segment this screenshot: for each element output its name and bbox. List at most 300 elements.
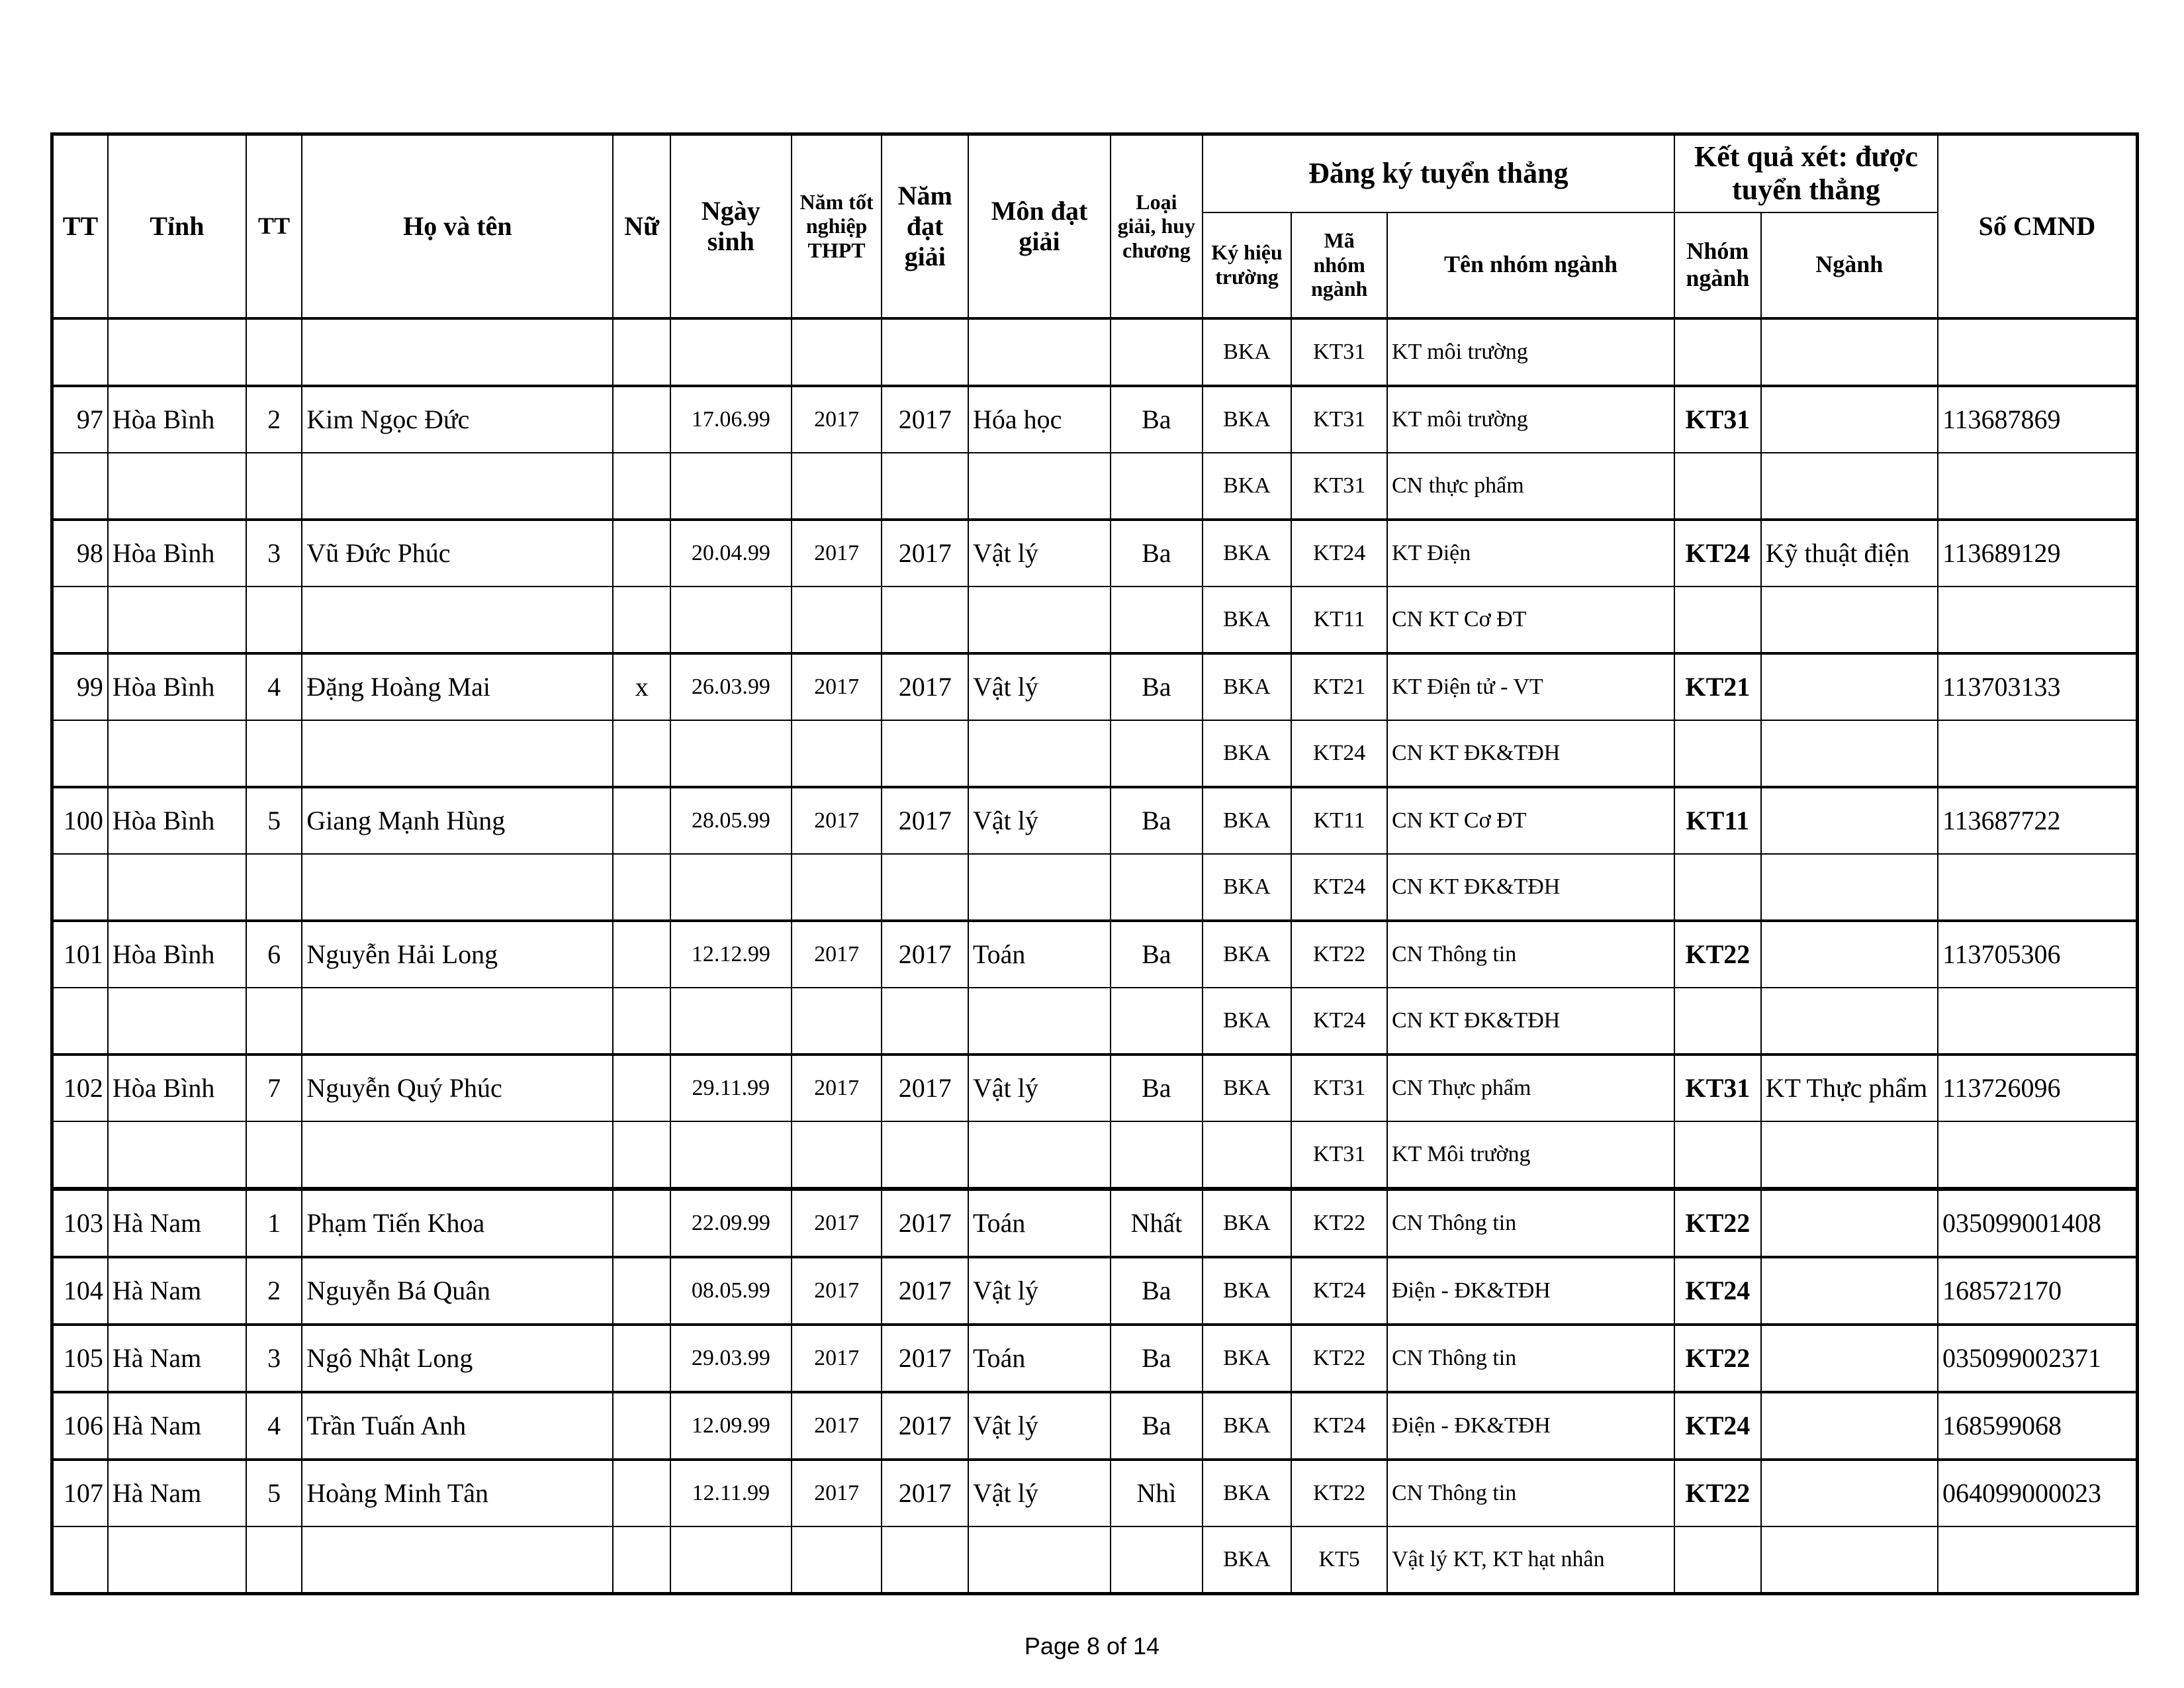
- page-footer: Page 8 of 14: [1024, 1632, 1160, 1660]
- cell-result-major: [1761, 1257, 1938, 1325]
- cell-date-of-birth: 26.03.99: [670, 653, 792, 720]
- cell-school-code: [1203, 1121, 1292, 1189]
- cell-award-level: [1111, 854, 1203, 921]
- cell-result-group: [1674, 1526, 1761, 1594]
- cell-major-group-code: KT22: [1291, 1325, 1387, 1392]
- cell-major-group-name: CN thực phẩm: [1387, 453, 1674, 520]
- cell-tt: 105: [52, 1325, 108, 1392]
- cell-result-group: KT21: [1674, 653, 1761, 720]
- header-ket-qua-xet: Kết quả xét: được tuyển thẳng: [1674, 134, 1938, 212]
- cell-female-mark: [613, 1392, 670, 1460]
- cell-graduation-year: 2017: [792, 1325, 882, 1392]
- cell-province: Hà Nam: [108, 1189, 246, 1257]
- cell-full-name: [302, 988, 613, 1055]
- cell-tt: 101: [52, 921, 108, 988]
- cell-province: [108, 1526, 246, 1594]
- cell-subject: [968, 988, 1111, 1055]
- cell-id-number: 035099001408: [1938, 1189, 2138, 1257]
- cell-award-year: [882, 1526, 968, 1594]
- header-tt: TT: [52, 134, 108, 318]
- cell-subject: Toán: [968, 1189, 1111, 1257]
- cell-date-of-birth: 12.11.99: [670, 1460, 792, 1526]
- cell-graduation-year: 2017: [792, 1189, 882, 1257]
- cell-province: [108, 720, 246, 787]
- cell-result-group: [1674, 453, 1761, 520]
- table-body: [52, 318, 2138, 1594]
- cell-award-level: Ba: [1111, 386, 1203, 453]
- header-dang-ky-tuyen-thang: Đăng ký tuyển thẳng: [1203, 134, 1674, 212]
- cell-tt: [52, 988, 108, 1055]
- cell-award-year: [882, 586, 968, 653]
- cell-id-number: [1938, 1526, 2138, 1594]
- cell-subject: [968, 1526, 1111, 1594]
- cell-graduation-year: 2017: [792, 787, 882, 854]
- cell-result-group: KT22: [1674, 1460, 1761, 1526]
- cell-full-name: Hoàng Minh Tân: [302, 1460, 613, 1526]
- cell-award-level: [1111, 1121, 1203, 1189]
- header-ngay-sinh: Ngày sinh: [670, 134, 792, 318]
- cell-result-major: [1761, 386, 1938, 453]
- cell-date-of-birth: 12.09.99: [670, 1392, 792, 1460]
- cell-date-of-birth: [670, 988, 792, 1055]
- cell-major-group-code: KT22: [1291, 1189, 1387, 1257]
- header-ten-nhom-nganh: Tên nhóm ngành: [1387, 212, 1674, 318]
- cell-result-major: [1761, 1526, 1938, 1594]
- cell-result-group: KT24: [1674, 1257, 1761, 1325]
- cell-school-code: BKA: [1203, 921, 1292, 988]
- cell-full-name: Trần Tuấn Anh: [302, 1392, 613, 1460]
- cell-result-major: [1761, 1460, 1938, 1526]
- cell-province: Hòa Bình: [108, 520, 246, 586]
- cell-school-code: BKA: [1203, 1189, 1292, 1257]
- cell-result-major: [1761, 453, 1938, 520]
- table-subrow: [52, 586, 2138, 653]
- cell-tt: 104: [52, 1257, 108, 1325]
- cell-female-mark: [613, 1526, 670, 1594]
- cell-school-code: BKA: [1203, 318, 1292, 386]
- cell-subject: [968, 720, 1111, 787]
- cell-major-group-name: CN Thực phẩm: [1387, 1055, 1674, 1121]
- cell-award-level: [1111, 318, 1203, 386]
- header-loai-giai: Loại giải, huy chương: [1111, 134, 1203, 318]
- cell-date-of-birth: 12.12.99: [670, 921, 792, 988]
- cell-id-number: [1938, 720, 2138, 787]
- cell-tt-in-province: 5: [246, 787, 302, 854]
- cell-full-name: Nguyễn Quý Phúc: [302, 1055, 613, 1121]
- cell-subject: [968, 453, 1111, 520]
- cell-full-name: [302, 318, 613, 386]
- table-subrow: [52, 720, 2138, 787]
- cell-date-of-birth: [670, 720, 792, 787]
- cell-date-of-birth: 08.05.99: [670, 1257, 792, 1325]
- cell-id-number: [1938, 1121, 2138, 1189]
- cell-graduation-year: 2017: [792, 386, 882, 453]
- cell-province: [108, 586, 246, 653]
- header-ky-hieu-truong: Ký hiệu trường: [1203, 212, 1292, 318]
- cell-date-of-birth: [670, 1526, 792, 1594]
- cell-date-of-birth: 28.05.99: [670, 787, 792, 854]
- cell-graduation-year: 2017: [792, 1460, 882, 1526]
- table-row: [52, 1392, 2138, 1460]
- cell-tt-in-province: 1: [246, 1189, 302, 1257]
- cell-result-group: KT22: [1674, 1325, 1761, 1392]
- cell-major-group-code: KT24: [1291, 988, 1387, 1055]
- cell-date-of-birth: 29.03.99: [670, 1325, 792, 1392]
- cell-subject: Vật lý: [968, 787, 1111, 854]
- cell-major-group-code: KT24: [1291, 1392, 1387, 1460]
- cell-major-group-code: KT31: [1291, 1055, 1387, 1121]
- cell-tt-in-province: [246, 854, 302, 921]
- cell-subject: Vật lý: [968, 520, 1111, 586]
- cell-school-code: BKA: [1203, 787, 1292, 854]
- cell-major-group-name: CN KT ĐK&TĐH: [1387, 854, 1674, 921]
- cell-tt-in-province: 2: [246, 386, 302, 453]
- cell-female-mark: [613, 453, 670, 520]
- cell-major-group-code: KT11: [1291, 787, 1387, 854]
- cell-award-year: [882, 988, 968, 1055]
- cell-school-code: BKA: [1203, 653, 1292, 720]
- header-nam-dat-giai: Năm đạt giải: [882, 134, 968, 318]
- cell-school-code: BKA: [1203, 720, 1292, 787]
- cell-award-year: 2017: [882, 787, 968, 854]
- cell-tt: [52, 1526, 108, 1594]
- cell-award-level: Ba: [1111, 1392, 1203, 1460]
- cell-tt: 107: [52, 1460, 108, 1526]
- cell-graduation-year: 2017: [792, 1055, 882, 1121]
- cell-school-code: BKA: [1203, 453, 1292, 520]
- cell-id-number: 113687869: [1938, 386, 2138, 453]
- table-subrow: [52, 1526, 2138, 1594]
- cell-major-group-code: KT24: [1291, 854, 1387, 921]
- cell-subject: Toán: [968, 1325, 1111, 1392]
- cell-result-group: [1674, 318, 1761, 386]
- cell-result-group: KT22: [1674, 921, 1761, 988]
- cell-result-major: [1761, 318, 1938, 386]
- cell-tt: 99: [52, 653, 108, 720]
- cell-province: Hòa Bình: [108, 787, 246, 854]
- admission-table: [50, 132, 2139, 1595]
- cell-award-year: 2017: [882, 1460, 968, 1526]
- cell-result-major: [1761, 653, 1938, 720]
- cell-award-year: 2017: [882, 1392, 968, 1460]
- header-so-cmnd: Số CMND: [1938, 134, 2138, 318]
- cell-female-mark: [613, 1325, 670, 1392]
- cell-province: Hòa Bình: [108, 653, 246, 720]
- cell-award-level: [1111, 1526, 1203, 1594]
- cell-tt: 100: [52, 787, 108, 854]
- cell-full-name: [302, 1121, 613, 1189]
- cell-female-mark: [613, 1189, 670, 1257]
- cell-tt: [52, 586, 108, 653]
- header-ho-ten: Họ và tên: [302, 134, 613, 318]
- cell-major-group-code: KT24: [1291, 720, 1387, 787]
- cell-female-mark: [613, 586, 670, 653]
- cell-province: [108, 318, 246, 386]
- cell-graduation-year: [792, 318, 882, 386]
- cell-result-major: [1761, 921, 1938, 988]
- cell-id-number: [1938, 318, 2138, 386]
- table-row: [52, 653, 2138, 720]
- cell-school-code: BKA: [1203, 1325, 1292, 1392]
- cell-major-group-code: KT11: [1291, 586, 1387, 653]
- cell-full-name: [302, 586, 613, 653]
- cell-tt-in-province: 4: [246, 653, 302, 720]
- cell-award-level: [1111, 453, 1203, 520]
- cell-major-group-name: KT Môi trường: [1387, 1121, 1674, 1189]
- cell-id-number: [1938, 988, 2138, 1055]
- cell-result-major: [1761, 1325, 1938, 1392]
- cell-result-major: [1761, 854, 1938, 921]
- cell-major-group-name: Điện - ĐK&TĐH: [1387, 1392, 1674, 1460]
- table-subrow: [52, 453, 2138, 520]
- cell-graduation-year: [792, 586, 882, 653]
- cell-graduation-year: [792, 453, 882, 520]
- cell-award-year: [882, 453, 968, 520]
- cell-tt: [52, 318, 108, 386]
- cell-result-group: [1674, 854, 1761, 921]
- cell-major-group-code: KT24: [1291, 1257, 1387, 1325]
- cell-major-group-code: KT31: [1291, 1121, 1387, 1189]
- cell-tt: 103: [52, 1189, 108, 1257]
- cell-major-group-name: CN KT Cơ ĐT: [1387, 586, 1674, 653]
- cell-female-mark: [613, 318, 670, 386]
- cell-female-mark: [613, 854, 670, 921]
- header-ma-nhom-nganh: Mã nhóm ngành: [1291, 212, 1387, 318]
- cell-tt-in-province: 6: [246, 921, 302, 988]
- cell-female-mark: [613, 1257, 670, 1325]
- cell-subject: Vật lý: [968, 653, 1111, 720]
- cell-graduation-year: 2017: [792, 1392, 882, 1460]
- cell-award-level: Ba: [1111, 653, 1203, 720]
- cell-award-level: Ba: [1111, 1257, 1203, 1325]
- table-subrow: [52, 1121, 2138, 1189]
- cell-tt-in-province: [246, 586, 302, 653]
- cell-graduation-year: 2017: [792, 1257, 882, 1325]
- cell-graduation-year: [792, 988, 882, 1055]
- cell-major-group-code: KT22: [1291, 921, 1387, 988]
- cell-graduation-year: [792, 1121, 882, 1189]
- table-subrow: [52, 854, 2138, 921]
- table-header: [52, 134, 2138, 318]
- cell-province: Hòa Bình: [108, 1055, 246, 1121]
- cell-major-group-name: KT Điện tử - VT: [1387, 653, 1674, 720]
- cell-female-mark: [613, 720, 670, 787]
- cell-major-group-name: Điện - ĐK&TĐH: [1387, 1257, 1674, 1325]
- cell-major-group-name: CN Thông tin: [1387, 921, 1674, 988]
- cell-date-of-birth: [670, 318, 792, 386]
- cell-province: Hà Nam: [108, 1325, 246, 1392]
- cell-full-name: Nguyễn Hải Long: [302, 921, 613, 988]
- cell-id-number: 113689129: [1938, 520, 2138, 586]
- cell-id-number: 035099002371: [1938, 1325, 2138, 1392]
- cell-id-number: 113687722: [1938, 787, 2138, 854]
- cell-award-level: Ba: [1111, 921, 1203, 988]
- cell-result-major: [1761, 1121, 1938, 1189]
- cell-full-name: [302, 1526, 613, 1594]
- cell-result-major: [1761, 1189, 1938, 1257]
- cell-result-group: KT22: [1674, 1189, 1761, 1257]
- cell-result-group: [1674, 1121, 1761, 1189]
- cell-tt: [52, 453, 108, 520]
- cell-major-group-code: KT21: [1291, 653, 1387, 720]
- cell-full-name: [302, 854, 613, 921]
- cell-tt-in-province: [246, 1121, 302, 1189]
- cell-major-group-code: KT5: [1291, 1526, 1387, 1594]
- cell-tt-in-province: [246, 1526, 302, 1594]
- cell-award-year: 2017: [882, 520, 968, 586]
- cell-result-major: [1761, 1392, 1938, 1460]
- cell-date-of-birth: 29.11.99: [670, 1055, 792, 1121]
- header-nhom-nganh: Nhóm ngành: [1674, 212, 1761, 318]
- cell-result-major: [1761, 787, 1938, 854]
- cell-subject: Vật lý: [968, 1392, 1111, 1460]
- cell-major-group-code: KT31: [1291, 453, 1387, 520]
- cell-subject: Vật lý: [968, 1460, 1111, 1526]
- table-row: [52, 1189, 2138, 1257]
- header-mon-dat-giai: Môn đạt giải: [968, 134, 1111, 318]
- cell-graduation-year: [792, 854, 882, 921]
- cell-id-number: [1938, 854, 2138, 921]
- cell-province: Hòa Bình: [108, 921, 246, 988]
- cell-female-mark: [613, 1460, 670, 1526]
- cell-major-group-name: CN KT ĐK&TĐH: [1387, 988, 1674, 1055]
- cell-award-level: [1111, 988, 1203, 1055]
- cell-award-level: Ba: [1111, 1055, 1203, 1121]
- cell-full-name: Phạm Tiến Khoa: [302, 1189, 613, 1257]
- cell-id-number: 113703133: [1938, 653, 2138, 720]
- cell-full-name: Ngô Nhật Long: [302, 1325, 613, 1392]
- cell-full-name: [302, 720, 613, 787]
- cell-tt: [52, 854, 108, 921]
- cell-award-level: Nhì: [1111, 1460, 1203, 1526]
- cell-tt-in-province: [246, 453, 302, 520]
- cell-subject: Vật lý: [968, 1055, 1111, 1121]
- cell-subject: Vật lý: [968, 1257, 1111, 1325]
- cell-award-year: 2017: [882, 1189, 968, 1257]
- cell-tt-in-province: [246, 318, 302, 386]
- cell-tt-in-province: 3: [246, 1325, 302, 1392]
- cell-award-level: Nhất: [1111, 1189, 1203, 1257]
- cell-province: [108, 453, 246, 520]
- cell-result-group: [1674, 720, 1761, 787]
- cell-school-code: BKA: [1203, 1055, 1292, 1121]
- cell-result-group: KT31: [1674, 1055, 1761, 1121]
- header-nganh: Ngành: [1761, 212, 1938, 318]
- table-row: [52, 1257, 2138, 1325]
- table-row: [52, 520, 2138, 586]
- cell-award-year: [882, 720, 968, 787]
- cell-graduation-year: [792, 720, 882, 787]
- cell-graduation-year: [792, 1526, 882, 1594]
- admission-table-sheet: [50, 132, 2139, 1595]
- cell-tt: [52, 1121, 108, 1189]
- table-row: [52, 787, 2138, 854]
- cell-province: [108, 988, 246, 1055]
- cell-award-year: [882, 1121, 968, 1189]
- cell-id-number: 113705306: [1938, 921, 2138, 988]
- cell-award-level: Ba: [1111, 787, 1203, 854]
- cell-subject: [968, 318, 1111, 386]
- cell-subject: [968, 1121, 1111, 1189]
- cell-result-group: KT31: [1674, 386, 1761, 453]
- cell-date-of-birth: [670, 453, 792, 520]
- cell-subject: Toán: [968, 921, 1111, 988]
- cell-date-of-birth: 17.06.99: [670, 386, 792, 453]
- cell-full-name: [302, 453, 613, 520]
- cell-tt: 102: [52, 1055, 108, 1121]
- table-row: [52, 1055, 2138, 1121]
- cell-major-group-name: KT Điện: [1387, 520, 1674, 586]
- cell-female-mark: [613, 1055, 670, 1121]
- cell-result-major: [1761, 586, 1938, 653]
- cell-award-year: [882, 854, 968, 921]
- cell-date-of-birth: [670, 586, 792, 653]
- cell-major-group-name: CN Thông tin: [1387, 1460, 1674, 1526]
- cell-major-group-code: KT24: [1291, 520, 1387, 586]
- cell-female-mark: [613, 787, 670, 854]
- cell-date-of-birth: 22.09.99: [670, 1189, 792, 1257]
- cell-result-major: [1761, 988, 1938, 1055]
- cell-award-year: 2017: [882, 1257, 968, 1325]
- cell-full-name: Kim Ngọc Đức: [302, 386, 613, 453]
- cell-school-code: BKA: [1203, 386, 1292, 453]
- cell-tt: 97: [52, 386, 108, 453]
- cell-graduation-year: 2017: [792, 520, 882, 586]
- cell-tt-in-province: 2: [246, 1257, 302, 1325]
- cell-tt-in-province: 3: [246, 520, 302, 586]
- cell-school-code: BKA: [1203, 854, 1292, 921]
- cell-date-of-birth: [670, 854, 792, 921]
- cell-tt-in-province: [246, 720, 302, 787]
- cell-tt: 106: [52, 1392, 108, 1460]
- cell-award-year: 2017: [882, 1325, 968, 1392]
- cell-award-year: 2017: [882, 653, 968, 720]
- cell-province: Hòa Bình: [108, 386, 246, 453]
- cell-id-number: 064099000023: [1938, 1460, 2138, 1526]
- cell-id-number: 168599068: [1938, 1392, 2138, 1460]
- cell-result-group: KT24: [1674, 1392, 1761, 1460]
- cell-major-group-name: KT môi trường: [1387, 386, 1674, 453]
- table-row: [52, 921, 2138, 988]
- cell-award-year: 2017: [882, 1055, 968, 1121]
- cell-female-mark: [613, 520, 670, 586]
- cell-major-group-name: CN Thông tin: [1387, 1325, 1674, 1392]
- cell-full-name: Đặng Hoàng Mai: [302, 653, 613, 720]
- cell-school-code: BKA: [1203, 520, 1292, 586]
- cell-school-code: BKA: [1203, 1526, 1292, 1594]
- cell-graduation-year: 2017: [792, 921, 882, 988]
- cell-full-name: Nguyễn Bá Quân: [302, 1257, 613, 1325]
- header-nam-tot-nghiep: Năm tốt nghiệp THPT: [792, 134, 882, 318]
- cell-graduation-year: 2017: [792, 653, 882, 720]
- cell-tt: 98: [52, 520, 108, 586]
- cell-province: Hà Nam: [108, 1460, 246, 1526]
- cell-major-group-code: KT31: [1291, 318, 1387, 386]
- cell-tt: [52, 720, 108, 787]
- cell-province: Hà Nam: [108, 1392, 246, 1460]
- cell-result-group: [1674, 988, 1761, 1055]
- cell-full-name: Giang Mạnh Hùng: [302, 787, 613, 854]
- cell-major-group-name: CN Thông tin: [1387, 1189, 1674, 1257]
- cell-award-year: 2017: [882, 386, 968, 453]
- cell-award-level: Ba: [1111, 1325, 1203, 1392]
- header-nu: Nữ: [613, 134, 670, 318]
- cell-major-group-code: KT31: [1291, 386, 1387, 453]
- cell-major-group-name: CN KT Cơ ĐT: [1387, 787, 1674, 854]
- cell-result-group: KT24: [1674, 520, 1761, 586]
- cell-tt-in-province: 4: [246, 1392, 302, 1460]
- cell-tt-in-province: 5: [246, 1460, 302, 1526]
